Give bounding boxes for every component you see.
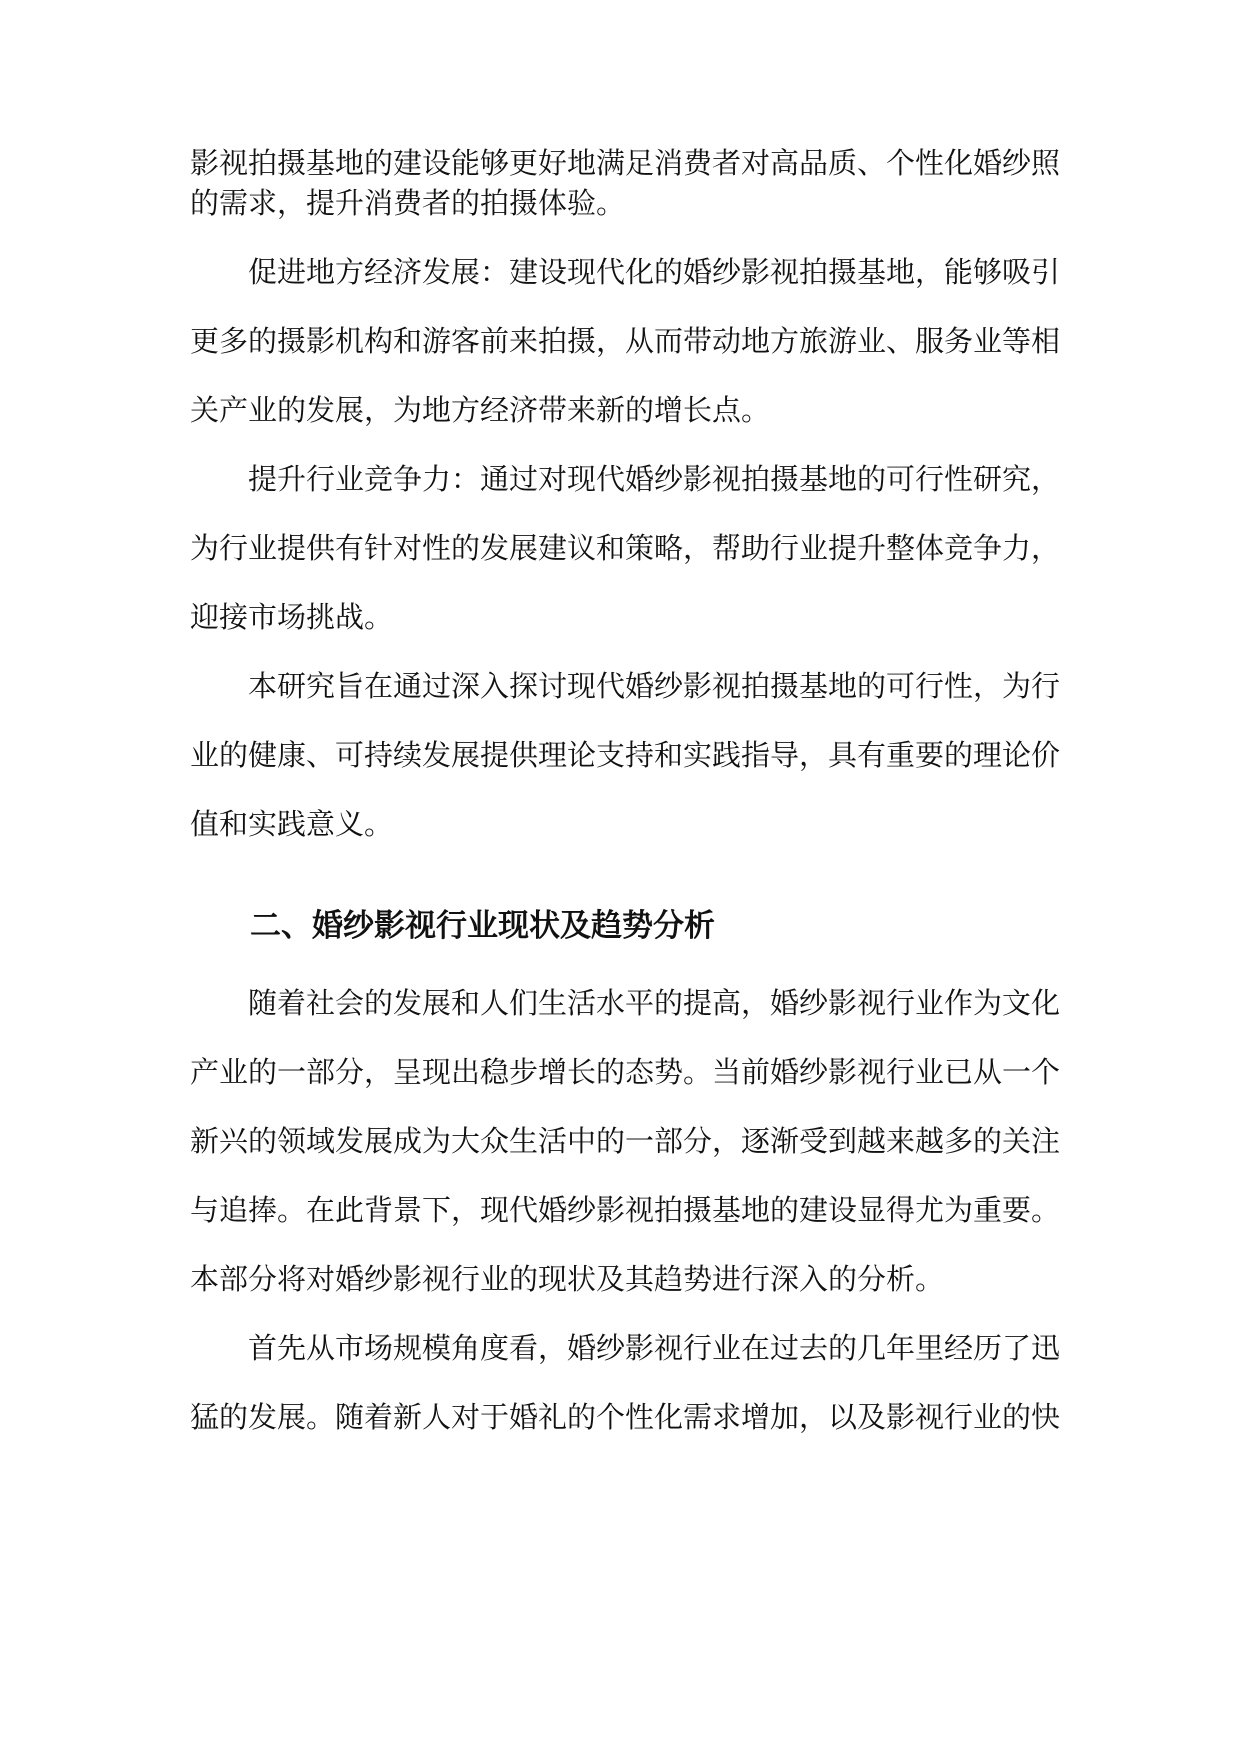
- text-line: 为行业提供有针对性的发展建议和策略，帮助行业提升整体竞争力，: [190, 531, 1060, 565]
- section-heading: 二、婚纱影视行业现状及趋势分析: [250, 908, 715, 944]
- text-line: 首先从市场规模角度看，婚纱影视行业在过去的几年里经历了迅: [248, 1331, 1060, 1365]
- text-line: 更多的摄影机构和游客前来拍摄，从而带动地方旅游业、服务业等相: [190, 324, 1060, 358]
- text-line: 关产业的发展，为地方经济带来新的增长点。: [190, 393, 771, 427]
- text-line: 猛的发展。随着新人对于婚礼的个性化需求增加，以及影视行业的快: [190, 1400, 1060, 1434]
- text-line: 促进地方经济发展：建设现代化的婚纱影视拍摄基地，能够吸引: [248, 255, 1060, 289]
- paragraph-market-size: [190, 1328, 1060, 1437]
- text-line: 的需求，提升消费者的拍摄体验。: [190, 186, 626, 220]
- text-line: 值和实践意义。: [190, 807, 394, 841]
- text-line: 本部分将对婚纱影视行业的现状及其趋势进行深入的分析。: [190, 1262, 945, 1296]
- text-line: 迎接市场挑战。: [190, 600, 394, 634]
- text-line: 产业的一部分，呈现出稳步增长的态势。当前婚纱影视行业已从一个: [190, 1055, 1060, 1089]
- paragraph-competitiveness: [190, 459, 1060, 637]
- text-line: 本研究旨在通过深入探讨现代婚纱影视拍摄基地的可行性，为行: [248, 669, 1060, 703]
- paragraph-continuation: [190, 143, 1060, 223]
- text-line: 与追捧。在此背景下，现代婚纱影视拍摄基地的建设显得尤为重要。: [190, 1193, 1060, 1227]
- text-line: 影视拍摄基地的建设能够更好地满足消费者对高品质、个性化婚纱照: [190, 146, 1060, 180]
- paragraph-industry-status: [190, 983, 1060, 1299]
- text-line: 随着社会的发展和人们生活水平的提高，婚纱影视行业作为文化: [248, 986, 1060, 1020]
- text-line: 业的健康、可持续发展提供理论支持和实践指导，具有重要的理论价: [190, 738, 1060, 772]
- text-line: 新兴的领域发展成为大众生活中的一部分，逐渐受到越来越多的关注: [190, 1124, 1060, 1158]
- paragraph-research-aim: [190, 666, 1060, 844]
- text-line: 提升行业竞争力：通过对现代婚纱影视拍摄基地的可行性研究，: [248, 462, 1060, 496]
- paragraph-local-economy: [190, 252, 1060, 430]
- document-body: [190, 143, 1060, 1437]
